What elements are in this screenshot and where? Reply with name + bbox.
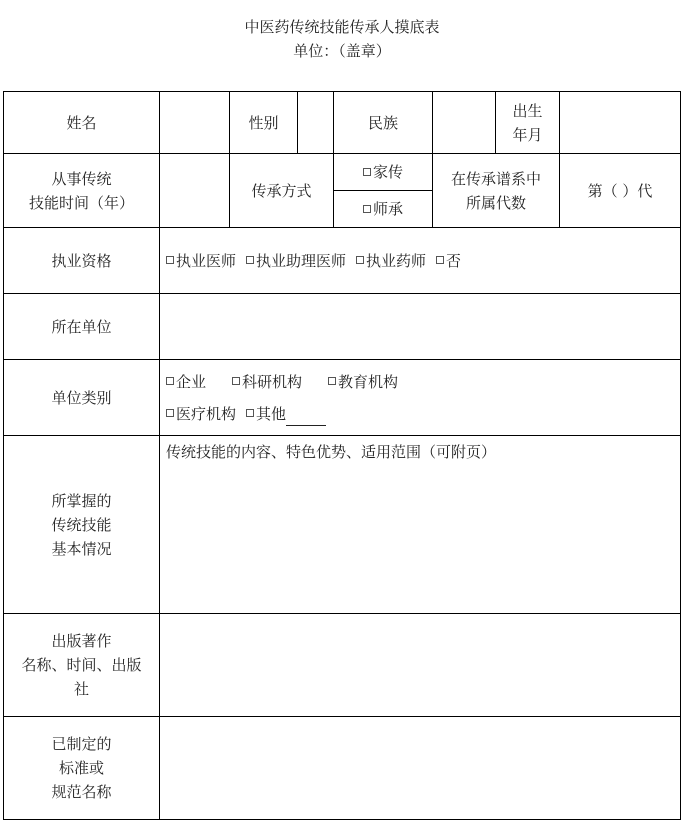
option-text: 否 [446, 251, 462, 270]
checkbox-icon[interactable] [363, 168, 371, 176]
option-text: 执业药师 [366, 251, 427, 270]
checkbox-icon[interactable] [328, 377, 336, 385]
qualification-option-doctor[interactable] [166, 249, 236, 273]
inheritance-method-label: 传承方式 [230, 154, 334, 228]
qualification-option-assistant-doctor[interactable] [246, 249, 346, 273]
gender-label: 性别 [230, 92, 298, 154]
skill-basics-label: 所掌握的 传统技能 基本情况 [4, 436, 160, 614]
checkbox-icon[interactable] [436, 256, 444, 264]
ethnicity-value-cell[interactable] [433, 92, 496, 154]
method-family-option[interactable] [334, 154, 433, 191]
birth-date-label: 出生 年月 [496, 92, 560, 154]
unit-type-options [160, 360, 681, 436]
unit-type-option-other[interactable] [246, 402, 326, 426]
unit-type-option-research[interactable] [232, 370, 302, 394]
skill-basics-cell[interactable] [160, 436, 681, 614]
option-text: 执业助理医师 [256, 251, 347, 270]
qualification-label: 执业资格 [4, 228, 160, 294]
standards-value-cell[interactable] [160, 717, 681, 820]
generation-value[interactable]: 第（ ）代 [560, 154, 681, 228]
publications-label: 出版著作 名称、时间、出版 社 [4, 614, 160, 717]
registration-form-table [3, 91, 681, 820]
checkbox-icon[interactable] [166, 409, 174, 417]
checkbox-icon[interactable] [166, 256, 174, 264]
years-practice-value-cell[interactable] [160, 154, 230, 228]
other-blank-line[interactable] [286, 409, 326, 426]
checkbox-icon[interactable] [232, 377, 240, 385]
years-practice-label: 从事传统 技能时间（年） [4, 154, 160, 228]
form-title: 中医药传统技能传承人摸底表 [244, 18, 440, 36]
qualification-options [160, 228, 681, 294]
ethnicity-label: 民族 [334, 92, 433, 154]
qualification-option-pharmacist[interactable] [356, 249, 426, 273]
work-unit-value-cell[interactable] [160, 294, 681, 360]
checkbox-icon[interactable] [356, 256, 364, 264]
gender-value-cell[interactable] [298, 92, 334, 154]
option-text: 企业 [176, 372, 207, 391]
unit-type-label: 单位类别 [4, 360, 160, 436]
checkbox-icon[interactable] [246, 409, 254, 417]
unit-type-option-education[interactable] [328, 370, 398, 394]
form-subtitle: 单位：（盖章） [293, 42, 391, 60]
option-text: 医疗机构 [176, 404, 237, 423]
standards-label: 已制定的 标准或 规范名称 [4, 717, 160, 820]
birth-date-value-cell[interactable] [560, 92, 681, 154]
checkbox-icon[interactable] [246, 256, 254, 264]
method-family-text: 家传 [372, 163, 403, 181]
unit-type-option-medical[interactable] [166, 402, 236, 426]
checkbox-icon[interactable] [166, 377, 174, 385]
method-master-text: 师承 [372, 200, 403, 218]
work-unit-label: 所在单位 [4, 294, 160, 360]
qualification-option-none[interactable] [436, 249, 461, 273]
name-label: 姓名 [4, 92, 160, 154]
publications-value-cell[interactable] [160, 614, 681, 717]
generation-label: 在传承谱系中 所属代数 [433, 154, 560, 228]
option-text: 科研机构 [242, 372, 303, 391]
option-text: 执业医师 [176, 251, 237, 270]
name-value-cell[interactable] [160, 92, 230, 154]
skill-basics-hint: 传统技能的内容、特色优势、适用范围（可附页） [166, 443, 497, 461]
unit-type-option-enterprise[interactable] [166, 370, 206, 394]
option-text: 教育机构 [338, 372, 399, 391]
checkbox-icon[interactable] [363, 205, 371, 213]
option-text: 其他 [256, 404, 287, 423]
method-master-option[interactable] [334, 191, 433, 228]
